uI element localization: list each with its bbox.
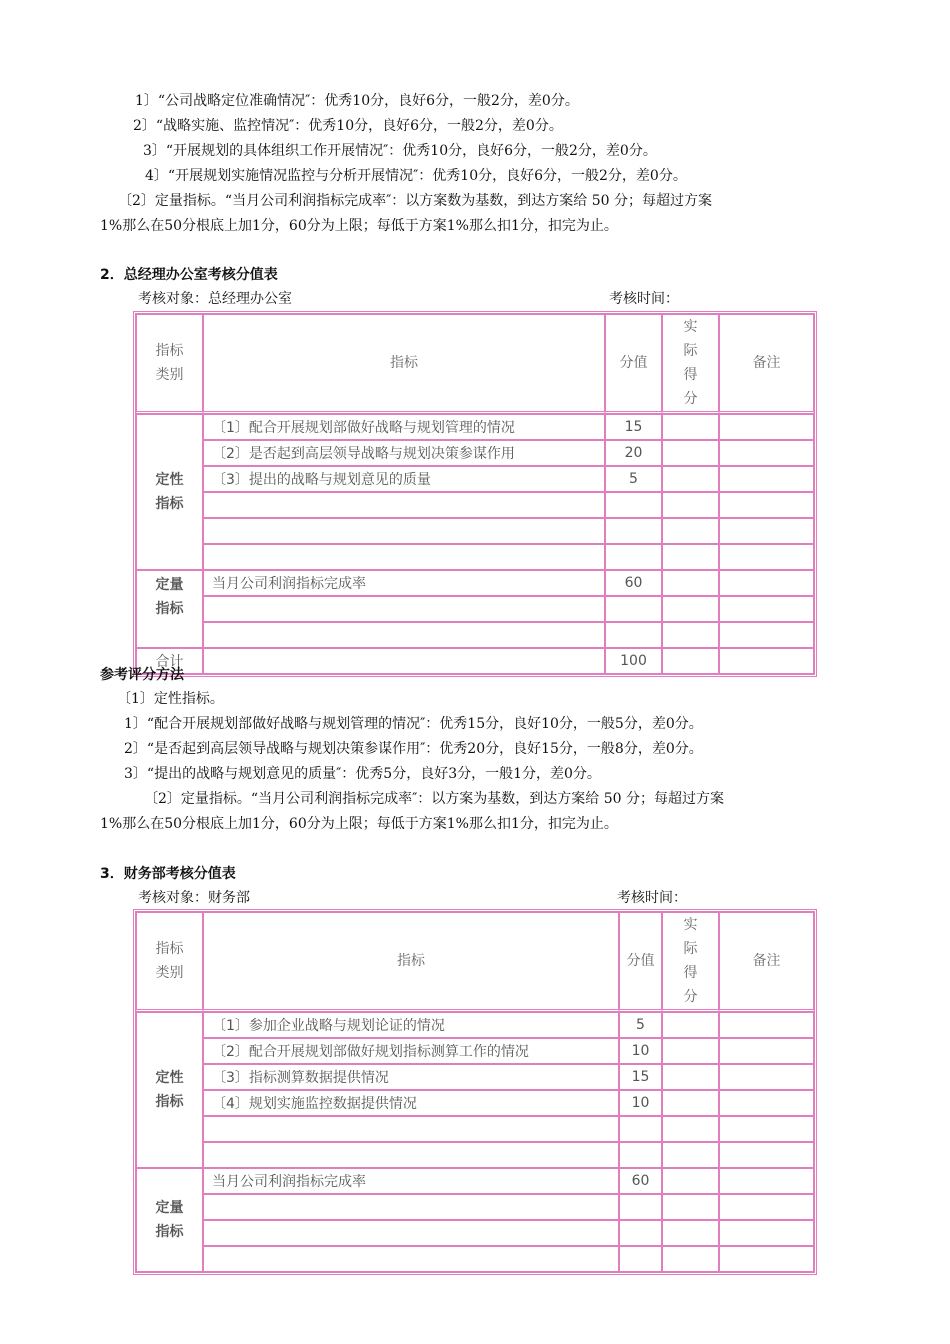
empty-indicator-cell <box>203 1116 619 1142</box>
actual-score-cell[interactable] <box>662 518 719 544</box>
header-indicator: 指标 <box>203 314 605 414</box>
empty-score-cell <box>605 544 662 570</box>
indicator-name: 〔1〕参加企业战略与规划论证的情况 <box>203 1012 619 1038</box>
section3-object: 考核对象：财务部 <box>138 890 250 906</box>
indicator-name: 〔2〕配合开展规划部做好规划指标测算工作的情况 <box>203 1038 619 1064</box>
empty-indicator-cell <box>203 1246 619 1272</box>
indicator-name: 〔1〕配合开展规划部做好战略与规划管理的情况 <box>203 414 605 440</box>
note-cell[interactable] <box>719 518 814 544</box>
header-score: 分值 <box>605 314 662 414</box>
header-actual: 实际得分 <box>662 912 719 1012</box>
actual-score-cell[interactable] <box>662 414 719 440</box>
actual-score-cell[interactable] <box>662 544 719 570</box>
actual-score-cell[interactable] <box>662 1220 719 1246</box>
table-row <box>136 492 814 518</box>
section3-time: 考核时间： <box>617 890 687 906</box>
note-cell[interactable] <box>719 1038 814 1064</box>
indicator-score: 20 <box>605 440 662 466</box>
ref-title: 参考评分方法 <box>100 667 184 683</box>
intro-quant-line1: 〔2〕定量指标。“当月公司利润指标完成率″：以方案数为基数，到达方案给 50 分；每超过方案 <box>118 193 713 209</box>
note-cell[interactable] <box>719 1142 814 1168</box>
total-row <box>136 648 814 674</box>
section2-time: 考核时间： <box>609 291 679 307</box>
indicator-score: 5 <box>619 1012 662 1038</box>
note-cell[interactable] <box>719 1064 814 1090</box>
table-row <box>136 1012 814 1038</box>
intro-item-1: 1〕“公司战略定位准确情况″：优秀10分，良好6分，一般2分，差0分。 <box>135 93 579 109</box>
empty-score-cell <box>619 1142 662 1168</box>
table-row <box>136 1090 814 1116</box>
intro-item-3: 3〕“开展规划的具体组织工作开展情况″：优秀10分，良好6分，一般2分，差0分。 <box>143 143 657 159</box>
note-cell[interactable] <box>719 414 814 440</box>
table-row <box>136 518 814 544</box>
ref-quant-line2: 1%那么在50分根底上加1分，60分为上限；每低于方案1%那么扣1分，扣完为止。 <box>100 816 618 832</box>
note-cell[interactable] <box>719 596 814 622</box>
note-cell[interactable] <box>719 492 814 518</box>
actual-score-cell[interactable] <box>662 622 719 648</box>
actual-score-cell[interactable] <box>662 1064 719 1090</box>
indicator-name: 〔4〕规划实施监控数据提供情况 <box>203 1090 619 1116</box>
empty-indicator-cell <box>203 622 605 648</box>
note-cell[interactable] <box>719 466 814 492</box>
actual-score-cell[interactable] <box>662 1012 719 1038</box>
indicator-name: 〔3〕提出的战略与规划意见的质量 <box>203 466 605 492</box>
empty-score-cell <box>619 1116 662 1142</box>
note-cell[interactable] <box>719 570 814 596</box>
empty-score-cell <box>619 1220 662 1246</box>
header-note: 备注 <box>719 912 814 1012</box>
actual-score-cell[interactable] <box>662 492 719 518</box>
table-row <box>136 1038 814 1064</box>
empty-score-cell <box>605 492 662 518</box>
indicator-score: 15 <box>619 1064 662 1090</box>
empty-score-cell <box>605 596 662 622</box>
actual-score-cell[interactable] <box>662 570 719 596</box>
actual-score-cell[interactable] <box>662 1038 719 1064</box>
empty-indicator-cell <box>203 1194 619 1220</box>
table-row <box>136 1116 814 1142</box>
note-cell[interactable] <box>719 544 814 570</box>
actual-score-cell[interactable] <box>662 1168 719 1194</box>
indicator-score: 5 <box>605 466 662 492</box>
header-note: 备注 <box>719 314 814 414</box>
ref-quant-line1: 〔2〕定量指标。“当月公司利润指标完成率″：以方案为基数，到达方案给 50 分；每超过方案 <box>144 791 725 807</box>
section3-table <box>133 909 817 1275</box>
ref-item-2: 2〕“是否起到高层领导战略与规划决策参谋作用″：优秀20分，良好15分，一般8分，差0分。 <box>124 741 703 757</box>
section2-table <box>133 311 817 677</box>
actual-score-cell[interactable] <box>662 1116 719 1142</box>
actual-score-cell[interactable] <box>662 1090 719 1116</box>
indicator-score: 60 <box>605 570 662 596</box>
empty-indicator-cell <box>203 492 605 518</box>
table-row <box>136 466 814 492</box>
table-row <box>136 1064 814 1090</box>
empty-indicator-cell <box>203 648 605 674</box>
actual-score-cell[interactable] <box>662 440 719 466</box>
header-score: 分值 <box>619 912 662 1012</box>
empty-score-cell <box>605 518 662 544</box>
table-row <box>136 544 814 570</box>
section3-title: 3．财务部考核分值表 <box>100 866 236 882</box>
note-cell[interactable] <box>719 622 814 648</box>
table-row <box>136 1246 814 1272</box>
note-cell[interactable] <box>719 1246 814 1272</box>
ref-item-3: 3〕“提出的战略与规划意见的质量″：优秀5分，良好3分，一般1分，差0分。 <box>124 766 601 782</box>
qualitative-label: 定性指标 <box>136 1012 203 1168</box>
section2-title: 2．总经理办公室考核分值表 <box>100 267 278 283</box>
table-row <box>136 622 814 648</box>
table-row <box>136 440 814 466</box>
table-row <box>136 1142 814 1168</box>
header-actual: 实际得分 <box>662 314 719 414</box>
intro-item-2: 2〕“战略实施、监控情况″：优秀10分，良好6分，一般2分，差0分。 <box>133 118 563 134</box>
table-row <box>136 596 814 622</box>
qualitative-label: 定性指标 <box>136 414 203 570</box>
note-cell[interactable] <box>719 1116 814 1142</box>
indicator-name: 〔2〕是否起到高层领导战略与规划决策参谋作用 <box>203 440 605 466</box>
table-row <box>136 414 814 440</box>
empty-indicator-cell <box>203 596 605 622</box>
actual-score-cell[interactable] <box>662 466 719 492</box>
indicator-name: 〔3〕指标测算数据提供情况 <box>203 1064 619 1090</box>
empty-indicator-cell <box>203 518 605 544</box>
quantitative-label: 定量指标 <box>136 570 203 648</box>
intro-item-4: 4〕“开展规划实施情况监控与分析开展情况″：优秀10分，良好6分，一般2分，差0分。 <box>145 168 687 184</box>
indicator-score: 60 <box>619 1168 662 1194</box>
table-header-row <box>136 314 814 414</box>
table-row <box>136 1194 814 1220</box>
table-row <box>136 1220 814 1246</box>
table-header-row <box>136 912 814 1012</box>
actual-score-cell[interactable] <box>662 1194 719 1220</box>
actual-score-cell[interactable] <box>662 596 719 622</box>
indicator-score: 15 <box>605 414 662 440</box>
section2-object: 考核对象：总经理办公室 <box>138 291 292 307</box>
table-row <box>136 1168 814 1194</box>
empty-indicator-cell <box>203 544 605 570</box>
empty-score-cell <box>619 1246 662 1272</box>
indicator-name: 当月公司利润指标完成率 <box>203 570 605 596</box>
note-cell[interactable] <box>719 1168 814 1194</box>
actual-score-cell[interactable] <box>662 1142 719 1168</box>
note-cell[interactable] <box>719 1012 814 1038</box>
actual-score-cell[interactable] <box>662 648 719 674</box>
empty-indicator-cell <box>203 1142 619 1168</box>
indicator-score: 10 <box>619 1090 662 1116</box>
header-indicator: 指标 <box>203 912 619 1012</box>
indicator-score: 10 <box>619 1038 662 1064</box>
note-cell[interactable] <box>719 1194 814 1220</box>
total-score: 100 <box>605 648 662 674</box>
note-cell[interactable] <box>719 440 814 466</box>
note-cell[interactable] <box>719 1090 814 1116</box>
quantitative-label: 定量指标 <box>136 1168 203 1272</box>
intro-quant-line2: 1%那么在50分根底上加1分，60分为上限；每低于方案1%那么扣1分，扣完为止。 <box>100 218 618 234</box>
note-cell[interactable] <box>719 648 814 674</box>
actual-score-cell[interactable] <box>662 1246 719 1272</box>
header-category: 指标类别 <box>136 314 203 414</box>
note-cell[interactable] <box>719 1220 814 1246</box>
indicator-name: 当月公司利润指标完成率 <box>203 1168 619 1194</box>
ref-item-1: 1〕“配合开展规划部做好战略与规划管理的情况″：优秀15分，良好10分，一般5分，差0分。 <box>124 716 703 732</box>
empty-score-cell <box>605 622 662 648</box>
ref-qualitative: 〔1〕定性指标。 <box>117 691 224 707</box>
table-row <box>136 570 814 596</box>
header-category: 指标类别 <box>136 912 203 1012</box>
empty-score-cell <box>619 1194 662 1220</box>
empty-indicator-cell <box>203 1220 619 1246</box>
total-label: 合计 <box>136 648 203 674</box>
